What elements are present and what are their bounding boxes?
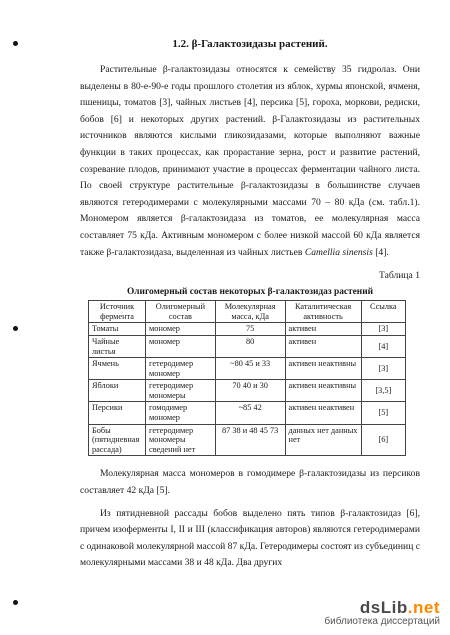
cell-source: Персики <box>89 402 146 424</box>
paragraph-intro-text: Растительные β-галактозидазы относятся к семейству 35 гидролаз. Они выделены в 80-е-90-е годы прошлого столетия из яблок, хурмы японской, ячменя, пшеницы, томатов [3], чайных листьев [4], персика [5], гороха, моркови, редиски, бобов [6] и некоторых других растений. β-Галактозидазы из растительных источников являются кислыми гликозидазами, которые выполняют важные функции в таких процессах, как прорастание зерна, рост и развитие растений, созревание плодов, принимают участие в процессах ферментации чайного листа. По своей структуре растительные β-галактозидазы в большинстве случаев являются гетеродимерами с молекулярными массами 70 – 80 кДа (см. табл.1). Мономером является β-галактозидаза из томатов, ее молекулярная масса составляет 75 кДа. Активным мономером с более низкой массой 60 кДа является также β-галактозидаза, выделенная из чайных листьев <box>80 64 420 258</box>
dslib-watermark <box>324 598 440 627</box>
cell-mass: 87 38 и 48 45 73 <box>215 424 285 456</box>
cell-composition: мономер <box>146 335 216 357</box>
table-row <box>89 424 406 456</box>
cell-composition: гетеродимер мономеры сведений нет <box>146 424 216 456</box>
document-page <box>80 38 420 572</box>
cell-source: Ячмень <box>89 358 146 380</box>
cell-composition: мономер <box>146 323 216 336</box>
cell-ref: [3,5] <box>361 380 405 402</box>
dslib-logo <box>324 598 440 618</box>
cell-mass: 80 <box>215 335 285 357</box>
paragraph-intro <box>80 62 420 261</box>
logo-tld: .net <box>407 598 440 617</box>
cell-mass: ~85 42 <box>215 402 285 424</box>
table-header-cell: Ссылка <box>361 301 405 323</box>
table-row <box>89 358 406 380</box>
margin-bullet <box>13 326 18 331</box>
paragraph-beans: Из пятидневной рассады бобов выделено пять типов β-галактозидаз [6], причем изоферменты I, II и III (классификация авторов) являются гетеродимерами с одинаковой молекулярной массой 87 кДа. Гетеродимеры состоят из субъединиц с молекулярными массами 38 и 48 кДа. Два других <box>80 507 420 569</box>
table-row <box>89 323 406 336</box>
logo-brand: dsLib <box>359 598 408 617</box>
cell-ref: [4] <box>361 335 405 357</box>
margin-bullet <box>13 600 18 605</box>
cell-source: Томаты <box>89 323 146 336</box>
cell-activity: данных нет данных нет <box>285 424 361 456</box>
cell-composition: гомодимер мономер <box>146 402 216 424</box>
table-row <box>89 335 406 357</box>
species-name: Camellia sinensis <box>304 246 373 258</box>
table-row <box>89 402 406 424</box>
table-header-cell: Источник фермента <box>89 301 146 323</box>
table-row <box>89 380 406 402</box>
paragraph-peach: Молекулярная масса мономеров в гомодимере β-галактозидазы из персиков составляет 42 кДа [5]. <box>80 468 420 497</box>
cell-activity: активен неактивны <box>285 358 361 380</box>
margin-bullet <box>13 41 18 46</box>
cell-ref: [5] <box>361 402 405 424</box>
cell-ref: [3] <box>361 358 405 380</box>
cell-mass: 70 40 и 30 <box>215 380 285 402</box>
table-header-cell: Молекулярная масса, кДа <box>215 301 285 323</box>
cell-composition: гетеродимер мономер <box>146 358 216 380</box>
cell-activity: активен неактивны <box>285 380 361 402</box>
cell-activity: активен неактивен <box>285 402 361 424</box>
table-label: Таблица 1 <box>378 270 420 282</box>
paragraph-intro-ref: [4]. <box>372 246 389 258</box>
cell-source: Чайные листья <box>89 335 146 357</box>
table-header-cell: Олигомерный состав <box>146 301 216 323</box>
cell-source: Яблоки <box>89 380 146 402</box>
oligomer-table <box>88 300 406 456</box>
cell-composition: гетеродимер мономеры <box>146 380 216 402</box>
table-caption: Олигомерный состав некоторых β-галактозидаз растений <box>126 287 374 298</box>
cell-activity: активен <box>285 335 361 357</box>
cell-source: Бобы (пятидневная рассада) <box>89 424 146 456</box>
cell-mass: 75 <box>215 323 285 336</box>
cell-ref: [6] <box>361 424 405 456</box>
logo-subtitle: библиотека диссертаций <box>324 616 440 627</box>
cell-mass: ~80 45 и 33 <box>215 358 285 380</box>
table-header-cell: Каталитическая активность <box>285 301 361 323</box>
cell-ref: [3] <box>361 323 405 336</box>
section-heading: 1.2. β-Галактозидазы растений. <box>172 38 328 50</box>
cell-activity: активен <box>285 323 361 336</box>
table-header-row <box>89 301 406 323</box>
